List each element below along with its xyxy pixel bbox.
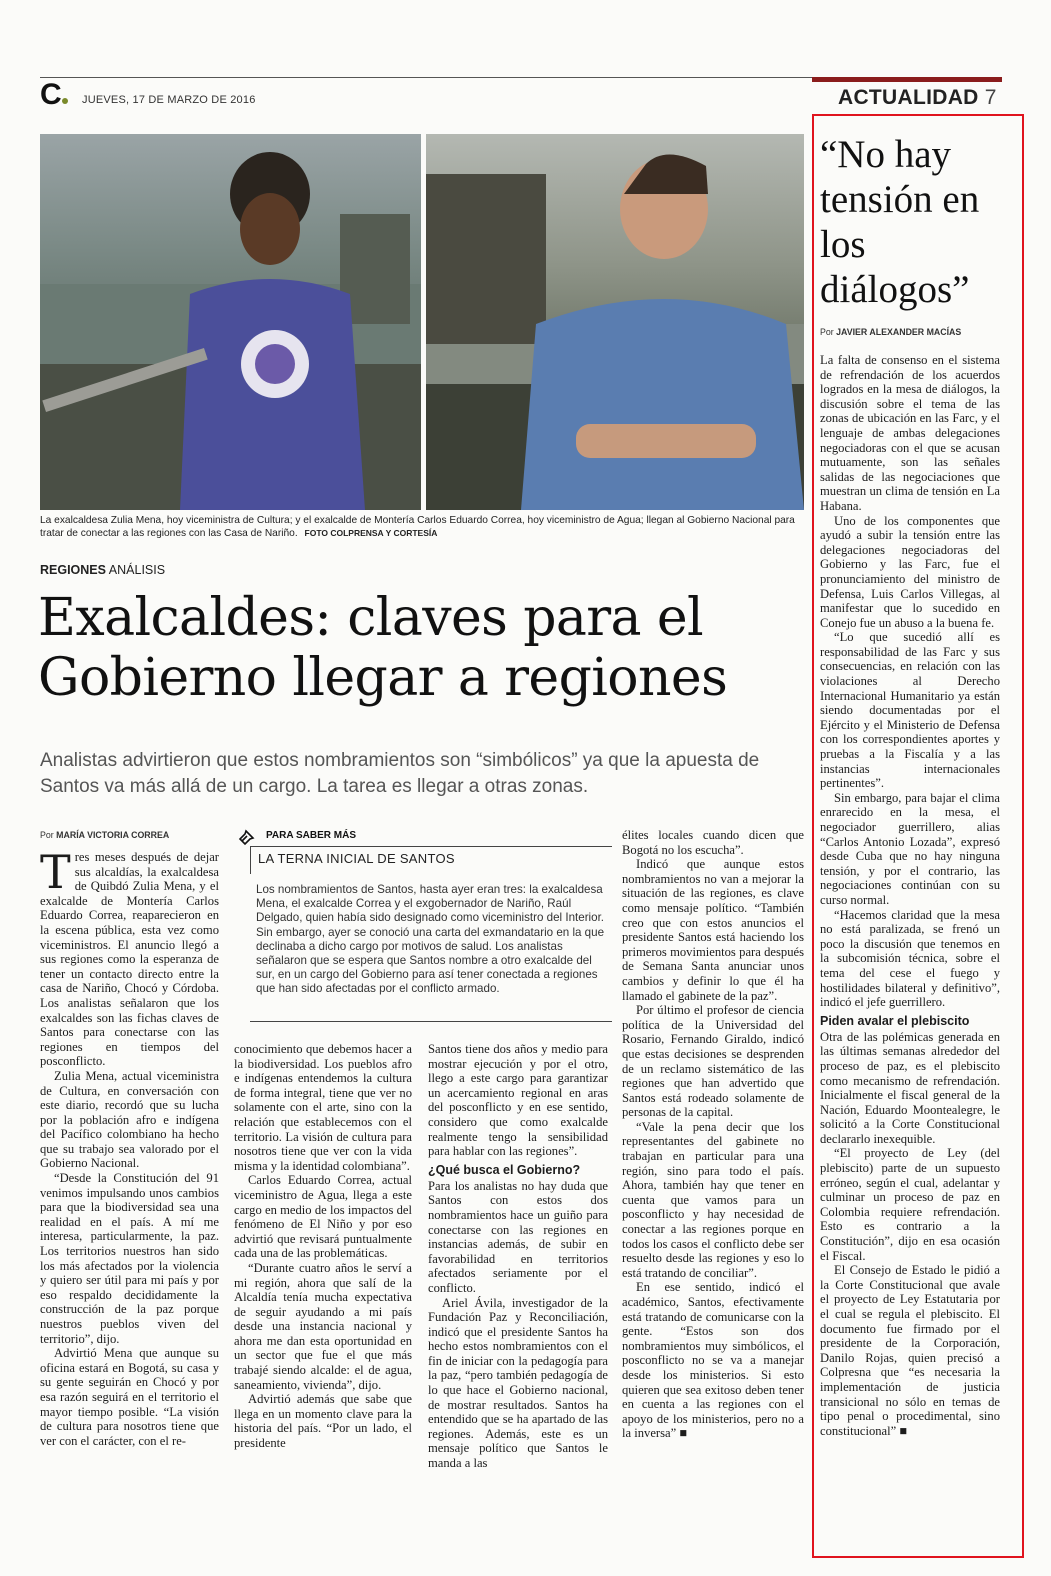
box-rule-left: [250, 846, 251, 874]
right-paragraph: El Consejo de Estado le pidió a la Corte Constitucional que avale el proyecto de Ley Estatutaria por el cual se regula el plebiscito. El documento fue firmado por el presidente de la Corporación, Danilo Rojas, quien precisó a Colpresna que “es necesaria la implementación de justicia transicional no sólo en temas de tipo penal o procedimental, sino constitucional” ■: [820, 1263, 1000, 1438]
main-col-3: [428, 1042, 608, 1471]
col4-paragraph: Indicó que aunque estos nombramientos no van a mejorar la situación de las regiones, es clave como mensaje político. “También creo que con estos anuncios el presidente Santos está haciendo los primeros movimientos para después de Semana Santa anunciar unos cambios y definir lo que él ha llamado el gabinete de la paz”.: [622, 857, 804, 1003]
article-kicker: [40, 563, 165, 577]
page-date: JUEVES, 17 DE MARZO DE 2016: [82, 94, 256, 106]
pin-icon: [238, 828, 256, 846]
logo-dot: [62, 98, 68, 104]
photo-credit: FOTO COLPRENSA Y CORTESÍA: [304, 528, 438, 538]
box-title: LA TERNA INICIAL DE SANTOS: [258, 851, 455, 866]
box-rule-top: [250, 846, 612, 847]
main-headline: [38, 588, 727, 708]
col3-paragraph: Ariel Ávila, investigador de la Fundación Paz y Reconciliación, indicó que el presidente Santos ha hecho estos nombramientos con el fin de iniciar con la pedagogía para la paz, “pero también pedagogía de lo que hace el Gobierno nacional, de mostrar resultados. Santos ha entendido que se ha apartado de las regiones. Además, este es un mensaje político que Santos le manda a las: [428, 1295, 608, 1471]
headline-line-1: Exalcaldes: claves para el: [38, 588, 704, 648]
col3-subhead: ¿Qué busca el Gobierno?: [428, 1162, 581, 1177]
section-bar: [812, 77, 1002, 82]
right-paragraph: Otra de las polémicas generada en las últimas semanas alrededor del proceso de paz, es el plebiscito como mecanismo de refrendación. Inicialmente el fiscal general de la Nación, Eduardo Moontealegre, le solicitó a la Corte Constitucional declararlo inexequible.: [820, 1029, 1000, 1146]
right-article-body: [820, 353, 1000, 1438]
photo-zulia-mena-image: [40, 134, 421, 510]
byline-author: MARÍA VICTORIA CORREA: [56, 830, 170, 840]
logo: C: [40, 78, 62, 111]
photo-carlos-correa-image: [426, 134, 804, 510]
section-label: ACTUALIDAD: [838, 86, 979, 109]
kicker-type: ANÁLISIS: [108, 563, 166, 577]
right-byline-author: JAVIER ALEXANDER MACÍAS: [836, 327, 962, 337]
main-byline: [40, 830, 169, 840]
col4-paragraph: “Vale la pena decir que los representantes del gabinete no trabajan en particular para una región, sino para todo el país. Ahora, también hay que tener en cuenta que vamos para un posconflicto y hay necesidad de conectar a las regiones porque en todos los casos el conflicto debe ser resuelto desde las regiones y eso lo está tratando de conciliar”.: [622, 1119, 804, 1280]
right-paragraph: Sin embargo, para bajar el clima enrarecido en la mesa, el negociador guerrillero, alias “Carlos Antonio Lozada”, expresó desde Cuba que no hay ninguna tensión, y por el contrario, las negociaciones continúan con su curso normal.: [820, 790, 1000, 907]
photo-carlos-correa: [426, 134, 804, 510]
col2-paragraph: “Durante cuatro años le serví a mi región, ahora que salí de la Alcaldía tenía mucha expectativa de seguir ayudando a mi país desde una instancia nacional y ahora me dan esta oportunidad en un sector que fue el que más trabajé siendo alcalde: el de agua, saneamiento, vivienda”, dijo.: [234, 1260, 412, 1392]
right-paragraph: “Hacemos claridad que la mesa no está paralizada, se frenó un poco la discusión que tenemos en la subcomisión técnica, sobre el tema del cese el fuego y hostilidades bilateral y definitivo”, indicó el jefe guerrillero.: [820, 907, 1000, 1010]
photo-caption: [40, 514, 804, 540]
headline-line-2: Gobierno llegar a regiones: [38, 648, 728, 708]
byline-prefix: Por: [40, 830, 54, 840]
col1-paragraph: res meses después de dejar sus alcaldías, la exalcaldesa de Quibdó Zulia Mena, y el exalcalde de Montería Carlos Eduardo Correa, reaparecieron en la escena pública, esta vez como viceministros. El anuncio llegó a sus regiones como la esperanza de tener un contacto directo entre la casa de Nariño, Chocó y Córdoba. Los analistas señalaron que los exalcaldes son las fichas claves de Santos para conectarse con las regiones en tiempos del posconflicto.: [40, 850, 219, 1069]
dropcap: T: [40, 845, 71, 899]
col1-paragraph: Zulia Mena, actual viceministra de Cultura, en conversación con este diario, recordó que su lucha por la población afro e indígena del Pacífico colombiano ha hecho que su trabajo sea valorado por el Gobierno Nacional.: [40, 1068, 219, 1171]
col3-paragraph: Santos tiene dos años y medio para mostrar ejecución y por el otro, llego a este cargo para garantizar un acercamiento regional en aras del posconflicto y en ese sentido, considero que como exalcalde realmente tengo la sensibilidad para hablar con las regiones”.: [428, 1042, 608, 1159]
main-col-2: [234, 1042, 412, 1451]
col1-paragraph: “Desde la Constitución del 91 venimos impulsando unos cambios para que la biodiversidad sea una realidad en el país. A mí me interesa, particularmente, la paz. Los territorios nuestros han sido los más afectados por la violencia y quiero ser útil para mi país y por eso respaldo decididamente la construcción de la paz porque nuestros pueblos viven del territorio”, dijo.: [40, 1171, 219, 1346]
right-paragraph: La falta de consenso en el sistema de refrendación de los acuerdos logrados en la mesa de diálogos, la discusión sobre el tema de las zonas de ubicación en las Farc, y el lenguaje de ambas delegaciones negociadoras con el que se acusan mutuamente, son las señales salidas de las negociaciones que muestran un clima de tensión en La Habana.: [820, 353, 1000, 513]
main-col-1: [40, 845, 219, 1448]
photo-caption-text: La exalcaldesa Zulia Mena, hoy viceministra de Cultura; y el exalcalde de Montería Carlos Eduardo Correa, hoy viceministro de Agua; llegan al Gobierno Nacional para tratar de conectar a las regiones con las Casa de Nariño.: [40, 515, 795, 539]
right-paragraph: “El proyecto de Ley (del plebiscito) parte de un supuesto erróneo, según el cual, adelantar y culminar un proceso de paz en Colombia requiere refrendación. Esto es contrario a la Constitución”, dijo en esa ocasión el Fiscal.: [820, 1146, 1000, 1263]
col2-paragraph: Advirtió además que sabe que llega en un momento clave para la historia del país. “Por un lado, el presidente: [234, 1392, 412, 1451]
right-byline: [820, 327, 961, 337]
right-headline: “No hay tensión en los diálogos”: [820, 133, 980, 311]
saber-mas-label: PARA SABER MÁS: [266, 830, 357, 841]
right-paragraph: Uno de los componentes que ayudó a subir la tensión entre las delegaciones negociadoras del Gobierno y las Farc, fue el pronunciamiento del ministro de Defensa, Luis Carlos Villegas, al manifestar que lo sucedido en Conejo fue un abuso a la buena fe.: [820, 513, 1000, 630]
page-number: 7: [984, 86, 997, 109]
col4-paragraph: Por último el profesor de ciencia política de la Universidad del Rosario, Fernando Giraldo, indicó que estas decisiones se desprenden de un reclamo sistemático de las regiones que han advertido que Santos está rodeado solamente de personas de la capital.: [622, 1003, 804, 1120]
article-deck: Analistas advirtieron que estos nombramientos son “simbólicos” ya que la apuesta de Santos va más allá de un cargo. La tarea es llegar a otras zonas.: [40, 750, 760, 797]
col1-paragraph: Advirtió Mena que aunque su oficina estará en Bogotá, su casa y su gente seguirán en Chocó y por esa razón seguirá en el territorio el mayor tiempo posible. “La visión de cultura para nosotros tiene que ver con el carácter, con el re-: [40, 1346, 219, 1448]
col4-paragraph: élites locales cuando dicen que Bogotá no los escucha”.: [622, 828, 804, 857]
col3-paragraph: Para los analistas no hay duda que Santos con estos dos nombramientos hace un guiño para conectarse con las regiones en instancias además, de subir en favorabilidad en territorios afectados seriamente por el conflicto.: [428, 1178, 608, 1295]
col2-paragraph: conocimiento que debemos hacer a la biodiversidad. Los pueblos afro e indígenas entendemos la cultura de forma integral, tiene que ver no solamente con el arte, sino con la relación que establecemos con el territorio. La visión de cultura para nosotros tiene que ver con la vida misma y la identidad colombiana”.: [234, 1042, 412, 1173]
section-title: [838, 86, 997, 110]
right-paragraph: “Lo que sucedió allí es responsabilidad de las Farc y sus consecuencias, en relación con las violaciones al Derecho Internacional Humanitario ya están siendo documentadas por el Ejército y el Ministerio de Defensa con los correspondientes aportes y pruebas a la Fiscalía y a las instancias internacionales pertinentes”.: [820, 630, 1000, 791]
box-rule-bottom: [250, 1021, 612, 1022]
right-subhead: Piden avalar el plebiscito: [820, 1013, 970, 1028]
kicker-section: REGIONES: [40, 563, 106, 577]
right-byline-prefix: Por: [820, 327, 834, 337]
saber-mas-box: [236, 828, 612, 1028]
main-col-4: [622, 828, 804, 1441]
col2-paragraph: Carlos Eduardo Correa, actual viceministro de Agua, llega a este cargo en medio de los impactos del fenómeno de El Niño y por eso advirtió que revisará puntualmente cada una de las problemáticas.: [234, 1173, 412, 1261]
box-text: Los nombramientos de Santos, hasta ayer eran tres: la exalcaldesa Mena, el exalcalde Correa y el exgobernador de Nariño, Raúl Delgado, quien había sido designado como viceministro del Interior. Sin embargo, ayer se conoció una carta del exmandatario en la que declinaba a dicho cargo por motivos de salud. Los analistas señalaron que se espera que Santos nombre a otro exalcalde del sur, en un cargo del Gobierno para así tener conectada a regiones que han sido afectadas por el conflicto armado.: [256, 883, 605, 996]
photo-zulia-mena: [40, 134, 421, 510]
col4-paragraph: En ese sentido, indicó el académico, Santos, efectivamente está tratando de comunicarse con la gente. “Estos son dos nombramientos muy simbólicos, el posconflicto no se va a manejar desde los ministerios. Si esto quieren que sea exitoso deben tener en cuenta a las regiones con el apoyo de los ministerios, pero no a la inversa” ■: [622, 1280, 804, 1441]
